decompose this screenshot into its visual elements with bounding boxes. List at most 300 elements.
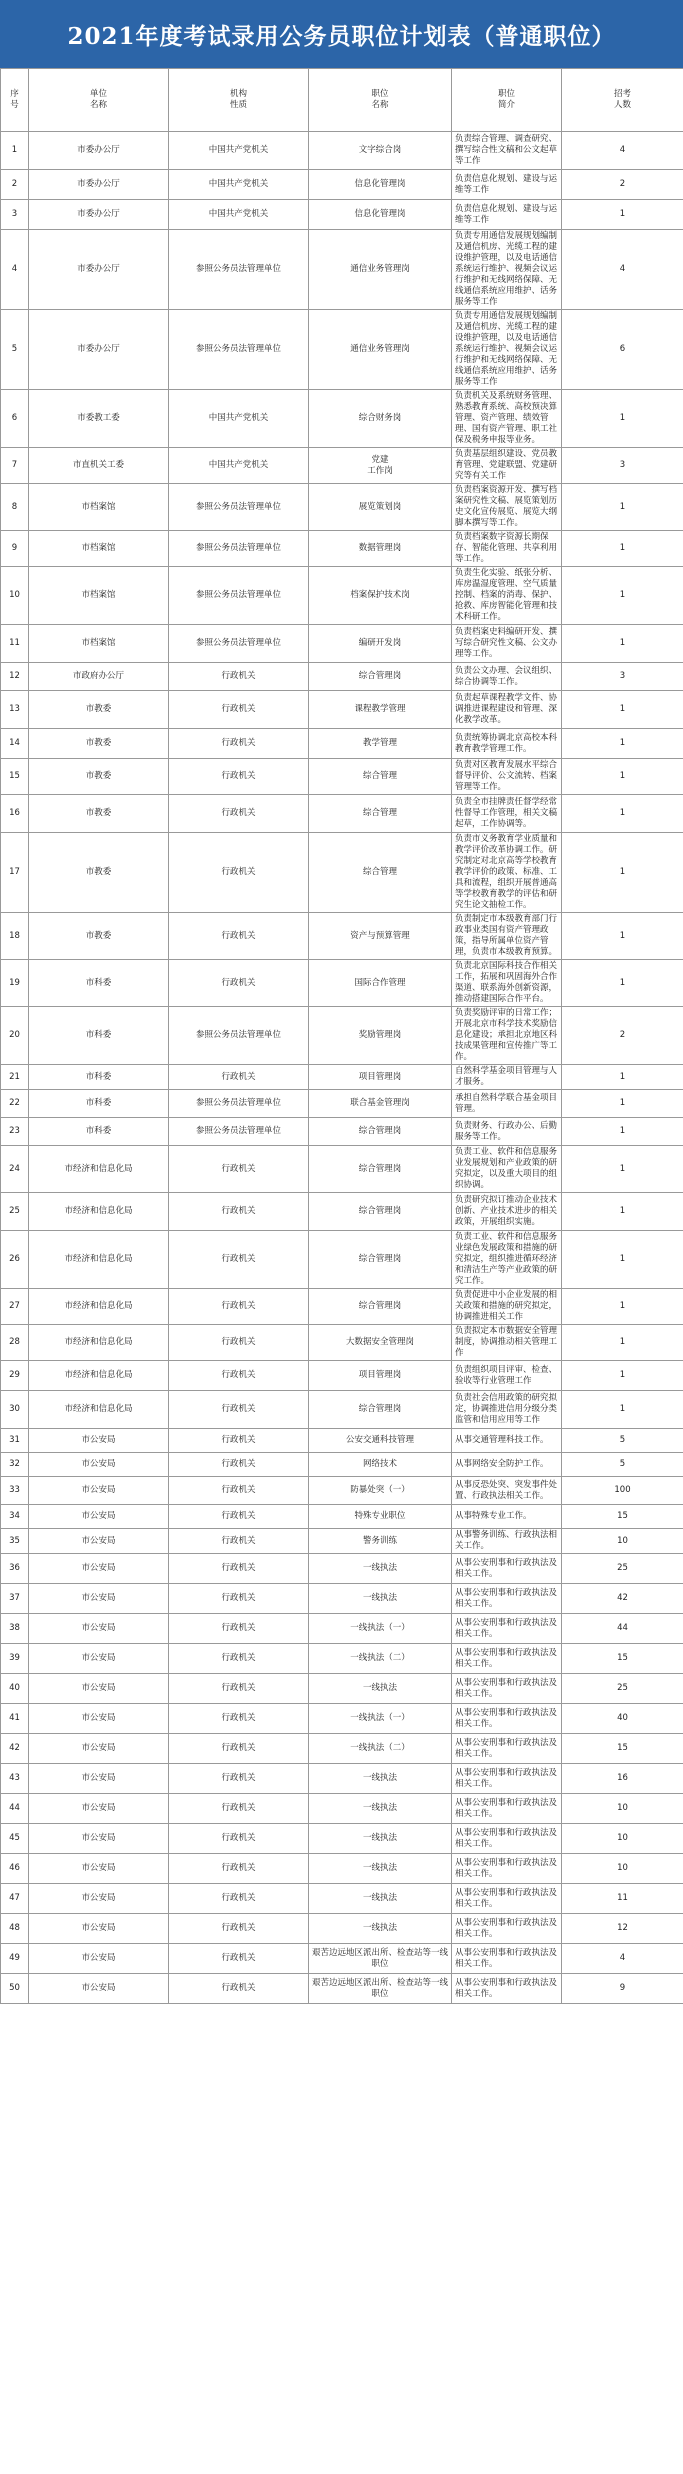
cell-recruit-count: 1 <box>562 1193 683 1231</box>
cell-unit-name: 市经济和信息化局 <box>29 1361 169 1391</box>
cell-org-type: 中国共产党机关 <box>169 170 309 200</box>
cell-serial: 48 <box>1 1914 29 1944</box>
cell-serial: 30 <box>1 1391 29 1429</box>
table-row <box>1 132 683 170</box>
table-row <box>1 1453 683 1477</box>
cell-unit-name: 市经济和信息化局 <box>29 1325 169 1361</box>
page-title: 2021年度考试录用公务员职位计划表（普通职位） <box>0 0 683 68</box>
table-row <box>1 1325 683 1361</box>
cell-position-intro: 负责专用通信发展规划编制及通信机房、光缆工程的建设维护管理，以及电话通信系统运行维护、视频会议运行维护和无线网络保障、无线通信系统应用维护、话务服务等工作 <box>452 230 562 310</box>
cell-position-intro: 从事公安刑事和行政执法及相关工作。 <box>452 1944 562 1974</box>
table-row <box>1 691 683 729</box>
cell-serial: 4 <box>1 230 29 310</box>
table-row <box>1 1090 683 1118</box>
table-row <box>1 1231 683 1289</box>
table-row <box>1 1884 683 1914</box>
cell-serial: 16 <box>1 795 29 833</box>
cell-org-type: 中国共产党机关 <box>169 200 309 230</box>
table-row <box>1 1914 683 1944</box>
cell-position-name: 一线执法 <box>309 1854 452 1884</box>
cell-recruit-count: 11 <box>562 1884 683 1914</box>
cell-position-intro: 从事公安刑事和行政执法及相关工作。 <box>452 1764 562 1794</box>
cell-unit-name: 市教委 <box>29 833 169 913</box>
cell-position-name: 防暴处突（一） <box>309 1477 452 1505</box>
cell-org-type: 行政机关 <box>169 1231 309 1289</box>
cell-serial: 24 <box>1 1146 29 1193</box>
cell-recruit-count: 1 <box>562 531 683 567</box>
table-row <box>1 1674 683 1704</box>
cell-unit-name: 市科委 <box>29 1065 169 1090</box>
table-row <box>1 1289 683 1325</box>
cell-recruit-count: 15 <box>562 1734 683 1764</box>
cell-recruit-count: 1 <box>562 960 683 1007</box>
header-position-name: 职位 名称 <box>309 69 452 132</box>
cell-position-name: 一线执法 <box>309 1554 452 1584</box>
cell-recruit-count: 5 <box>562 1453 683 1477</box>
cell-org-type: 行政机关 <box>169 1734 309 1764</box>
header-unit-name: 单位 名称 <box>29 69 169 132</box>
table-row <box>1 567 683 625</box>
table-row <box>1 1764 683 1794</box>
table-row <box>1 200 683 230</box>
cell-position-intro: 从事公安刑事和行政执法及相关工作。 <box>452 1584 562 1614</box>
cell-position-intro: 负责统筹协调北京高校本科教育教学管理工作。 <box>452 729 562 759</box>
cell-org-type: 行政机关 <box>169 1146 309 1193</box>
cell-org-type: 中国共产党机关 <box>169 390 309 448</box>
cell-position-name: 奖励管理岗 <box>309 1007 452 1065</box>
cell-recruit-count: 15 <box>562 1644 683 1674</box>
cell-position-intro: 负责档案数字资源长期保存、智能化管理、共享利用等工作。 <box>452 531 562 567</box>
cell-unit-name: 市公安局 <box>29 1944 169 1974</box>
cell-position-name: 艰苦边远地区派出所、检查站等一线职位 <box>309 1944 452 1974</box>
cell-unit-name: 市公安局 <box>29 1704 169 1734</box>
cell-recruit-count: 1 <box>562 1231 683 1289</box>
cell-unit-name: 市公安局 <box>29 1554 169 1584</box>
cell-org-type: 行政机关 <box>169 1529 309 1554</box>
cell-position-name: 资产与预算管理 <box>309 913 452 960</box>
cell-recruit-count: 10 <box>562 1529 683 1554</box>
cell-org-type: 行政机关 <box>169 960 309 1007</box>
cell-unit-name: 市委办公厅 <box>29 310 169 390</box>
cell-serial: 39 <box>1 1644 29 1674</box>
cell-position-intro: 负责信息化规划、建设与运维等工作 <box>452 200 562 230</box>
cell-position-intro: 负责拟定本市数据安全管理制度，协调推动相关管理工作 <box>452 1325 562 1361</box>
cell-org-type: 行政机关 <box>169 1429 309 1453</box>
cell-unit-name: 市经济和信息化局 <box>29 1391 169 1429</box>
cell-unit-name: 市档案馆 <box>29 567 169 625</box>
cell-org-type: 行政机关 <box>169 1193 309 1231</box>
cell-position-name: 党建 工作岗 <box>309 448 452 484</box>
cell-recruit-count: 1 <box>562 1361 683 1391</box>
cell-org-type: 中国共产党机关 <box>169 448 309 484</box>
cell-org-type: 行政机关 <box>169 1644 309 1674</box>
cell-serial: 3 <box>1 200 29 230</box>
cell-unit-name: 市公安局 <box>29 1505 169 1529</box>
cell-position-name: 一线执法 <box>309 1824 452 1854</box>
cell-unit-name: 市教委 <box>29 913 169 960</box>
table-row <box>1 1118 683 1146</box>
cell-serial: 38 <box>1 1614 29 1644</box>
cell-org-type: 行政机关 <box>169 1944 309 1974</box>
cell-position-intro: 从事公安刑事和行政执法及相关工作。 <box>452 1614 562 1644</box>
cell-position-intro: 负责制定市本级教育部门行政事业类国有资产管理政策，指导所属单位资产管理，负责市本级教育预算。 <box>452 913 562 960</box>
table-header-row <box>1 69 683 132</box>
cell-recruit-count: 1 <box>562 200 683 230</box>
cell-org-type: 参照公务员法管理单位 <box>169 625 309 663</box>
cell-position-intro: 负责专用通信发展规划编制及通信机房、光缆工程的建设维护管理，以及电话通信系统运行维护、视频会议运行维护和无线网络保障、无线通信系统应用维护、话务服务等工作 <box>452 310 562 390</box>
cell-recruit-count: 1 <box>562 1090 683 1118</box>
cell-position-intro: 从事公安刑事和行政执法及相关工作。 <box>452 1734 562 1764</box>
cell-position-name: 项目管理岗 <box>309 1361 452 1391</box>
cell-serial: 17 <box>1 833 29 913</box>
cell-serial: 46 <box>1 1854 29 1884</box>
table-row <box>1 1477 683 1505</box>
cell-position-name: 信息化管理岗 <box>309 170 452 200</box>
table-row <box>1 913 683 960</box>
cell-org-type: 行政机关 <box>169 1065 309 1090</box>
cell-recruit-count: 9 <box>562 1974 683 2004</box>
cell-recruit-count: 1 <box>562 795 683 833</box>
cell-serial: 20 <box>1 1007 29 1065</box>
cell-recruit-count: 4 <box>562 1944 683 1974</box>
cell-position-name: 文字综合岗 <box>309 132 452 170</box>
cell-position-intro: 负责全市挂牌责任督学经常性督导工作管理，相关文稿起草，工作协调等。 <box>452 795 562 833</box>
cell-position-intro: 从事公安刑事和行政执法及相关工作。 <box>452 1914 562 1944</box>
cell-position-name: 教学管理 <box>309 729 452 759</box>
cell-unit-name: 市公安局 <box>29 1914 169 1944</box>
cell-recruit-count: 10 <box>562 1824 683 1854</box>
cell-position-name: 综合管理岗 <box>309 1146 452 1193</box>
cell-unit-name: 市科委 <box>29 1090 169 1118</box>
cell-org-type: 行政机关 <box>169 1764 309 1794</box>
cell-position-name: 联合基金管理岗 <box>309 1090 452 1118</box>
table-row <box>1 1704 683 1734</box>
table-row <box>1 625 683 663</box>
cell-recruit-count: 5 <box>562 1429 683 1453</box>
cell-serial: 18 <box>1 913 29 960</box>
cell-position-name: 警务训练 <box>309 1529 452 1554</box>
cell-position-intro: 从事反恐处突、突发事件处置、行政执法相关工作。 <box>452 1477 562 1505</box>
cell-recruit-count: 16 <box>562 1764 683 1794</box>
cell-org-type: 参照公务员法管理单位 <box>169 310 309 390</box>
cell-org-type: 参照公务员法管理单位 <box>169 1007 309 1065</box>
table-row <box>1 1944 683 1974</box>
cell-serial: 42 <box>1 1734 29 1764</box>
cell-position-name: 国际合作管理 <box>309 960 452 1007</box>
cell-unit-name: 市经济和信息化局 <box>29 1289 169 1325</box>
cell-recruit-count: 1 <box>562 625 683 663</box>
cell-position-intro: 负责基层组织建设、党员教育管理、党建联盟、党建研究等有关工作 <box>452 448 562 484</box>
cell-position-name: 一线执法（一） <box>309 1614 452 1644</box>
cell-recruit-count: 1 <box>562 1118 683 1146</box>
table-row <box>1 729 683 759</box>
cell-org-type: 行政机关 <box>169 1794 309 1824</box>
cell-position-name: 大数据安全管理岗 <box>309 1325 452 1361</box>
cell-unit-name: 市公安局 <box>29 1674 169 1704</box>
cell-org-type: 参照公务员法管理单位 <box>169 484 309 531</box>
cell-position-name: 一线执法 <box>309 1674 452 1704</box>
cell-serial: 27 <box>1 1289 29 1325</box>
table-row <box>1 1429 683 1453</box>
cell-serial: 22 <box>1 1090 29 1118</box>
cell-org-type: 行政机关 <box>169 1674 309 1704</box>
cell-unit-name: 市公安局 <box>29 1429 169 1453</box>
table-row <box>1 759 683 795</box>
cell-org-type: 行政机关 <box>169 729 309 759</box>
cell-unit-name: 市科委 <box>29 960 169 1007</box>
cell-position-name: 综合管理岗 <box>309 1231 452 1289</box>
cell-unit-name: 市档案馆 <box>29 484 169 531</box>
cell-position-name: 通信业务管理岗 <box>309 230 452 310</box>
cell-position-intro: 从事特殊专业工作。 <box>452 1505 562 1529</box>
table-row <box>1 1614 683 1644</box>
cell-position-name: 网络技术 <box>309 1453 452 1477</box>
cell-unit-name: 市委办公厅 <box>29 132 169 170</box>
cell-recruit-count: 25 <box>562 1674 683 1704</box>
cell-org-type: 行政机关 <box>169 1361 309 1391</box>
table-row <box>1 1584 683 1614</box>
cell-org-type: 行政机关 <box>169 1914 309 1944</box>
cell-position-intro: 负责生化实验、纸张分析、库房温湿度管理、空气质量控制、档案的消毒、保护、抢救、库房智能化管理和技术科研工作。 <box>452 567 562 625</box>
cell-org-type: 参照公务员法管理单位 <box>169 1118 309 1146</box>
cell-unit-name: 市公安局 <box>29 1824 169 1854</box>
table-row <box>1 1974 683 2004</box>
cell-position-intro: 负责综合管理、调查研究、撰写综合性文稿和公文起草等工作 <box>452 132 562 170</box>
cell-unit-name: 市委办公厅 <box>29 200 169 230</box>
cell-unit-name: 市委办公厅 <box>29 230 169 310</box>
cell-org-type: 行政机关 <box>169 795 309 833</box>
cell-position-intro: 从事警务训练、行政执法相关工作。 <box>452 1529 562 1554</box>
cell-serial: 50 <box>1 1974 29 2004</box>
cell-org-type: 行政机关 <box>169 1704 309 1734</box>
table-row <box>1 390 683 448</box>
cell-recruit-count: 1 <box>562 1146 683 1193</box>
cell-org-type: 行政机关 <box>169 1325 309 1361</box>
cell-org-type: 行政机关 <box>169 1554 309 1584</box>
cell-unit-name: 市公安局 <box>29 1764 169 1794</box>
cell-position-intro: 负责工业、软件和信息服务业绿色发展政策和措施的研究拟定，组织推进循环经济和清洁生产等产业政策的研究工作。 <box>452 1231 562 1289</box>
cell-serial: 28 <box>1 1325 29 1361</box>
cell-position-intro: 负责财务、行政办公、后勤服务等工作。 <box>452 1118 562 1146</box>
table-row <box>1 230 683 310</box>
cell-serial: 21 <box>1 1065 29 1090</box>
cell-serial: 41 <box>1 1704 29 1734</box>
cell-serial: 25 <box>1 1193 29 1231</box>
cell-org-type: 行政机关 <box>169 1391 309 1429</box>
cell-recruit-count: 15 <box>562 1505 683 1529</box>
cell-recruit-count: 1 <box>562 913 683 960</box>
cell-position-name: 一线执法（二） <box>309 1734 452 1764</box>
cell-position-name: 综合管理岗 <box>309 1193 452 1231</box>
cell-position-intro: 负责档案资源开发、撰写档案研究性文稿、展览策划历史文化宣传展览、展览大纲脚本撰写等工作。 <box>452 484 562 531</box>
cell-org-type: 行政机关 <box>169 833 309 913</box>
cell-recruit-count: 12 <box>562 1914 683 1944</box>
table-row <box>1 1644 683 1674</box>
table-row <box>1 310 683 390</box>
cell-position-name: 一线执法（一） <box>309 1704 452 1734</box>
cell-position-intro: 从事公安刑事和行政执法及相关工作。 <box>452 1884 562 1914</box>
header-org-type: 机构 性质 <box>169 69 309 132</box>
cell-org-type: 行政机关 <box>169 1824 309 1854</box>
cell-serial: 19 <box>1 960 29 1007</box>
cell-position-name: 公安交通科技管理 <box>309 1429 452 1453</box>
table-row <box>1 1505 683 1529</box>
cell-recruit-count: 40 <box>562 1704 683 1734</box>
cell-recruit-count: 1 <box>562 1289 683 1325</box>
cell-position-intro: 负责研究拟订推动企业技术创新、产业技术进步的相关政策，开展组织实施。 <box>452 1193 562 1231</box>
cell-unit-name: 市科委 <box>29 1007 169 1065</box>
cell-position-intro: 负责促进中小企业发展的相关政策和措施的研究拟定，协调推进相关工作 <box>452 1289 562 1325</box>
cell-position-name: 综合管理岗 <box>309 1289 452 1325</box>
cell-serial: 32 <box>1 1453 29 1477</box>
table-row <box>1 1065 683 1090</box>
cell-position-name: 一线执法（二） <box>309 1644 452 1674</box>
cell-org-type: 参照公务员法管理单位 <box>169 531 309 567</box>
cell-org-type: 行政机关 <box>169 1289 309 1325</box>
header-recruit-count: 招考 人数 <box>562 69 683 132</box>
table-row <box>1 960 683 1007</box>
cell-org-type: 行政机关 <box>169 1974 309 2004</box>
cell-recruit-count: 2 <box>562 170 683 200</box>
cell-serial: 33 <box>1 1477 29 1505</box>
table-row <box>1 1391 683 1429</box>
cell-serial: 31 <box>1 1429 29 1453</box>
cell-position-name: 数据管理岗 <box>309 531 452 567</box>
table-row <box>1 1361 683 1391</box>
cell-unit-name: 市科委 <box>29 1118 169 1146</box>
table-row <box>1 531 683 567</box>
cell-recruit-count: 4 <box>562 132 683 170</box>
cell-unit-name: 市公安局 <box>29 1614 169 1644</box>
cell-position-name: 项目管理岗 <box>309 1065 452 1090</box>
cell-position-name: 编研开发岗 <box>309 625 452 663</box>
cell-unit-name: 市政府办公厅 <box>29 663 169 691</box>
cell-recruit-count: 25 <box>562 1554 683 1584</box>
cell-position-intro: 从事公安刑事和行政执法及相关工作。 <box>452 1974 562 2004</box>
cell-org-type: 行政机关 <box>169 691 309 729</box>
cell-unit-name: 市经济和信息化局 <box>29 1231 169 1289</box>
cell-unit-name: 市教委 <box>29 729 169 759</box>
cell-org-type: 行政机关 <box>169 1854 309 1884</box>
cell-position-name: 通信业务管理岗 <box>309 310 452 390</box>
cell-position-name: 一线执法 <box>309 1764 452 1794</box>
cell-recruit-count: 4 <box>562 230 683 310</box>
cell-position-intro: 自然科学基金项目管理与人才服务。 <box>452 1065 562 1090</box>
cell-position-name: 一线执法 <box>309 1914 452 1944</box>
cell-serial: 35 <box>1 1529 29 1554</box>
cell-position-name: 特殊专业职位 <box>309 1505 452 1529</box>
cell-unit-name: 市教委 <box>29 691 169 729</box>
cell-position-intro: 负责社会信用政策的研究拟定，协调推进信用分级分类监管和信用应用等工作 <box>452 1391 562 1429</box>
cell-serial: 7 <box>1 448 29 484</box>
table-row <box>1 1794 683 1824</box>
cell-position-intro: 承担自然科学联合基金项目管理。 <box>452 1090 562 1118</box>
cell-unit-name: 市委办公厅 <box>29 170 169 200</box>
cell-unit-name: 市公安局 <box>29 1734 169 1764</box>
cell-unit-name: 市公安局 <box>29 1477 169 1505</box>
cell-unit-name: 市经济和信息化局 <box>29 1146 169 1193</box>
cell-position-intro: 负责奖励评审的日常工作；开展北京市科学技术奖励信息化建设；承担北京地区科技成果管理和宣传推广等工作。 <box>452 1007 562 1065</box>
cell-unit-name: 市公安局 <box>29 1584 169 1614</box>
cell-unit-name: 市公安局 <box>29 1644 169 1674</box>
cell-position-intro: 负责信息化规划、建设与运维等工作 <box>452 170 562 200</box>
cell-position-intro: 从事公安刑事和行政执法及相关工作。 <box>452 1554 562 1584</box>
cell-position-intro: 从事网络安全防护工作。 <box>452 1453 562 1477</box>
header-serial: 序 号 <box>1 69 29 132</box>
cell-serial: 11 <box>1 625 29 663</box>
cell-org-type: 行政机关 <box>169 913 309 960</box>
cell-position-intro: 从事公安刑事和行政执法及相关工作。 <box>452 1644 562 1674</box>
header-position-intro: 职位 简介 <box>452 69 562 132</box>
cell-org-type: 行政机关 <box>169 1614 309 1644</box>
cell-serial: 15 <box>1 759 29 795</box>
cell-unit-name: 市教委 <box>29 759 169 795</box>
cell-position-name: 一线执法 <box>309 1584 452 1614</box>
cell-serial: 14 <box>1 729 29 759</box>
cell-position-name: 展览策划岗 <box>309 484 452 531</box>
table-row <box>1 1554 683 1584</box>
cell-position-name: 综合管理岗 <box>309 663 452 691</box>
table-row <box>1 1529 683 1554</box>
table-row <box>1 1854 683 1884</box>
cell-recruit-count: 1 <box>562 759 683 795</box>
cell-unit-name: 市公安局 <box>29 1794 169 1824</box>
cell-position-name: 综合管理 <box>309 759 452 795</box>
cell-position-name: 信息化管理岗 <box>309 200 452 230</box>
cell-recruit-count: 100 <box>562 1477 683 1505</box>
cell-position-name: 艰苦边远地区派出所、检查站等一线职位 <box>309 1974 452 2004</box>
cell-org-type: 行政机关 <box>169 1453 309 1477</box>
cell-serial: 40 <box>1 1674 29 1704</box>
table-row <box>1 1193 683 1231</box>
table-row <box>1 170 683 200</box>
cell-recruit-count: 1 <box>562 484 683 531</box>
cell-org-type: 参照公务员法管理单位 <box>169 230 309 310</box>
cell-position-name: 综合管理岗 <box>309 1118 452 1146</box>
cell-position-name: 档案保护技术岗 <box>309 567 452 625</box>
cell-recruit-count: 2 <box>562 1007 683 1065</box>
cell-unit-name: 市公安局 <box>29 1453 169 1477</box>
cell-org-type: 行政机关 <box>169 663 309 691</box>
cell-unit-name: 市委教工委 <box>29 390 169 448</box>
cell-recruit-count: 3 <box>562 663 683 691</box>
cell-org-type: 行政机关 <box>169 1584 309 1614</box>
cell-serial: 43 <box>1 1764 29 1794</box>
cell-serial: 37 <box>1 1584 29 1614</box>
cell-serial: 36 <box>1 1554 29 1584</box>
cell-position-intro: 负责市义务教育学业质量和教学评价改革协调工作。研究制定对北京高等学校教育教学评价的政策、标准、工具和流程，组织开展普通高等学校教育教学的评估和研究生论文抽检工作。 <box>452 833 562 913</box>
cell-serial: 45 <box>1 1824 29 1854</box>
cell-org-type: 参照公务员法管理单位 <box>169 1090 309 1118</box>
cell-position-intro: 负责公文办理、会议组织、综合协调等工作。 <box>452 663 562 691</box>
table-row <box>1 1007 683 1065</box>
cell-recruit-count: 3 <box>562 448 683 484</box>
cell-unit-name: 市公安局 <box>29 1974 169 2004</box>
cell-serial: 10 <box>1 567 29 625</box>
cell-serial: 9 <box>1 531 29 567</box>
cell-unit-name: 市档案馆 <box>29 625 169 663</box>
cell-org-type: 参照公务员法管理单位 <box>169 567 309 625</box>
position-plan-table <box>0 68 683 2004</box>
cell-org-type: 行政机关 <box>169 759 309 795</box>
cell-serial: 49 <box>1 1944 29 1974</box>
table-row <box>1 448 683 484</box>
cell-unit-name: 市档案馆 <box>29 531 169 567</box>
cell-recruit-count: 10 <box>562 1854 683 1884</box>
cell-recruit-count: 1 <box>562 729 683 759</box>
table-row <box>1 833 683 913</box>
cell-recruit-count: 1 <box>562 567 683 625</box>
